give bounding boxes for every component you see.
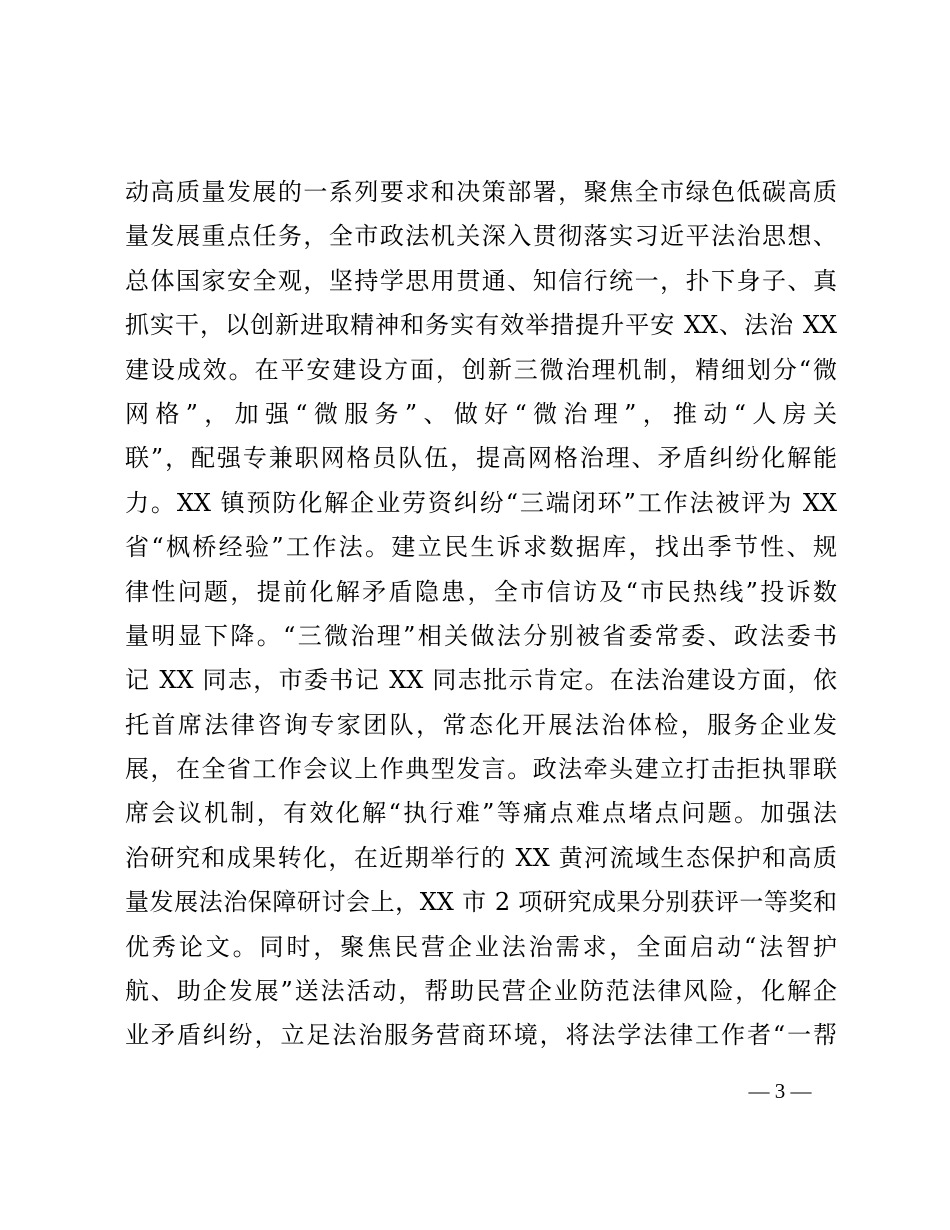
text-line-2: 量发展重点任务，全市政法机关深入贯彻落实习近平法治思想、 [125, 222, 837, 251]
text-line-4: 抓实干，以创新进取精神和务实有效举措提升平安 XX、法治 XX [125, 311, 837, 340]
text-line-7: 联”，配强专兼职网格员队伍，提高网格治理、矛盾纠纷化解能 [125, 444, 837, 473]
page-number: — 3 — [748, 1079, 812, 1103]
text-line-15: 席会议机制，有效化解“执行难”等痛点难点堵点问题。加强法 [125, 799, 837, 828]
text-line-17: 量发展法治保障研讨会上，XX 市 2 项研究成果分别获评一等奖和 [125, 888, 837, 917]
text-line-13: 托首席法律咨询专家团队，常态化开展法治体检，服务企业发 [125, 710, 837, 739]
text-line-12: 记 XX 同志，市委书记 XX 同志批示肯定。在法治建设方面，依 [125, 666, 837, 695]
text-line-10: 律性问题，提前化解矛盾隐患，全市信访及“市民热线”投诉数 [125, 577, 837, 606]
text-line-1: 动高质量发展的一系列要求和决策部署，聚焦全市绿色低碳高质 [125, 178, 837, 206]
text-line-3: 总体国家安全观，坚持学思用贯通、知信行统一，扑下身子、真 [125, 266, 837, 295]
text-line-5: 建设成效。在平安建设方面，创新三微治理机制，精细划分“微 [125, 355, 837, 384]
text-line-14: 展，在全省工作会议上作典型发言。政法牵头建立打击拒执罪联 [125, 755, 837, 784]
text-line-11: 量明显下降。“三微治理”相关做法分别被省委常委、政法委书 [125, 621, 837, 650]
body-paragraph [125, 170, 837, 1058]
text-line-16: 治研究和成果转化，在近期举行的 XX 黄河流域生态保护和高质 [125, 843, 837, 872]
text-line-20: 业矛盾纠纷，立足法治服务营商环境，将法学法律工作者“一帮 [125, 1021, 837, 1050]
text-line-18: 优秀论文。同时，聚焦民营企业法治需求，全面启动“法智护 [125, 932, 837, 961]
text-line-9: 省“枫桥经验”工作法。建立民生诉求数据库，找出季节性、规 [125, 533, 837, 562]
text-line-19: 航、助企发展”送法活动，帮助民营企业防范法律风险，化解企 [125, 977, 837, 1006]
text-line-6: 网格”，加强“微服务”、做好“微治理”，推动“人房关 [125, 399, 837, 428]
text-line-8: 力。XX 镇预防化解企业劳资纠纷“三端闭环”工作法被评为 XX [125, 488, 837, 517]
